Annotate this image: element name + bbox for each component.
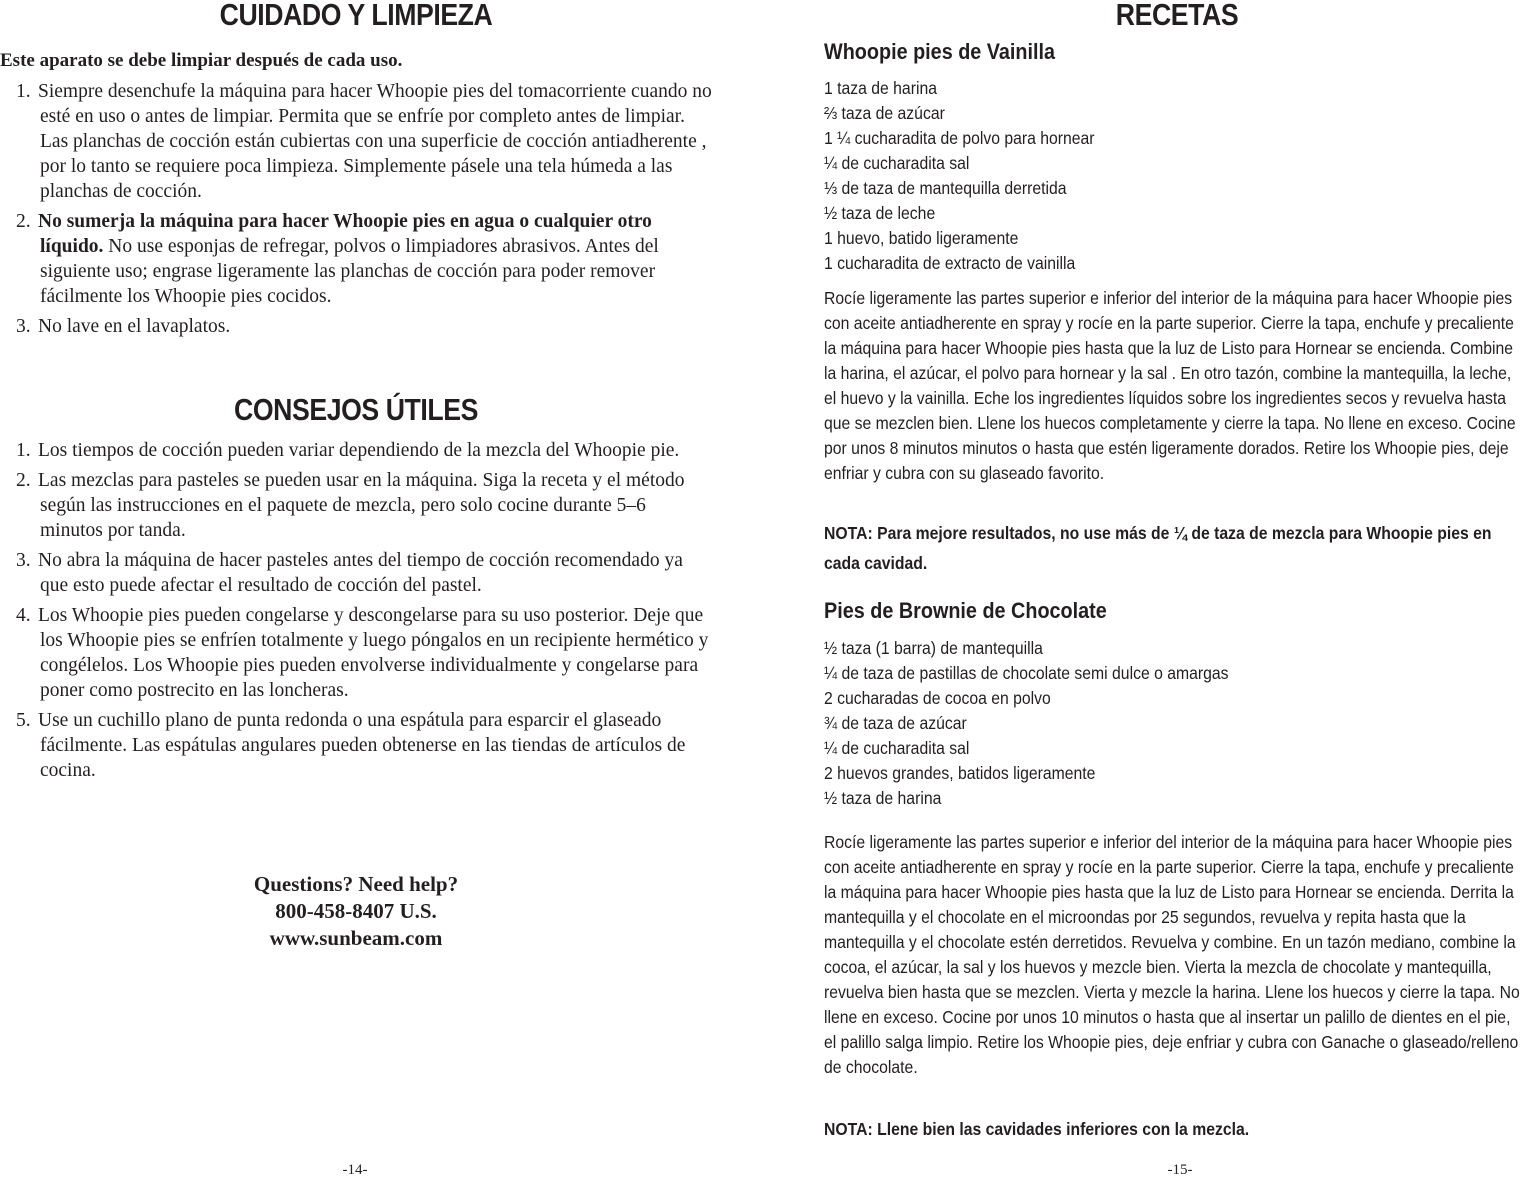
help-block — [0, 871, 712, 952]
ingredient: 2 huevos grandes, batidos ligeramente — [824, 763, 1096, 783]
tip-item-text: Los Whoopie pies pueden congelarse y descongelarse para su uso posterior. Deje que los Whoopie pies se enfríen totalmente y luego póngalos en un recipiente hermético y congélelos. Los Whoopie pies pueden envolverse individualmente y congelarse para poner como postrecito en las loncheras. — [38, 605, 709, 701]
recipe1-instructions: Rocíe ligeramente las partes superior e inferior del interior de la máquina para hacer Whoopie pies con aceite antiadherente en spray y rocíe en la parte superior. Cierre la tapa, enchufe y precaliente la máquina para hacer Whoopie pies hasta que la luz de Listo para Hornear se encienda. Combine la harina, el azúcar, el polvo para hornear y la sal . En otro tazón, combine la mantequilla, la leche, el huevo y la vainilla. Eche los ingredientes líquidos sobre los ingredientes secos y revuelva hasta que se mezclen bien. Llene los huecos completamente y cierre la tapa. No llene en exceso. Cocine por unos 8 minutos minutos o hasta que estén ligeramente dorados. Retire los Whoopie pies, deje enfriar y cubra con su glaseado favorito. — [824, 288, 1516, 483]
care-heading: CUIDADO Y LIMPIEZA — [219, 0, 493, 32]
ingredient: ⅓ de taza de mantequilla derretida — [824, 178, 1067, 198]
care-item — [16, 314, 712, 339]
ingredient: ½ taza (1 barra) de mantequilla — [824, 638, 1043, 658]
recipe2-instructions: Rocíe ligeramente las partes superior e inferior del interior de la máquina para hacer Whoopie pies con aceite antiadherente en spray y rocíe en la parte superior. Cierre la tapa, enchufe y precaliente la máquina para hacer Whoopie pies hasta que la luz de Listo para Hornear se encienda. Derrita la mantequilla y el chocolate en el microondas por 25 segundos, revuelva y repita hasta que la mantequilla y el chocolate estén derretidos. Revuelva y combine. En un tazón mediano, combine la cocoa, el azúcar, la sal y los huevos y mezcle bien. Vierta la mezcla de chocolate y mantequilla, revuelva bien hasta que se mezclen. Vierta y mezcle la harina. Llene los huecos y cierre la tapa. No llene en exceso. Cocine por unos 10 minutos o hasta que al insertar un palillo de dientes en el pie, el palillo salga limpio. Retire los Whoopie pies, deje enfriar y cubra con Ganache o glaseado/relleno de chocolate. — [824, 832, 1520, 1077]
care-item-number: 2. — [16, 211, 31, 232]
care-list — [16, 79, 712, 344]
ingredient: 1 taza de harina — [824, 78, 937, 98]
tip-item-number: 2. — [16, 470, 31, 491]
page-number-left: -14- — [342, 1162, 368, 1178]
tip-item — [16, 438, 712, 463]
ingredient: 1 cucharadita de extracto de vainilla — [824, 253, 1076, 273]
recipe1-ingredients — [824, 76, 1095, 276]
tip-item-number: 3. — [16, 550, 31, 571]
recipe2-ingredients — [824, 636, 1228, 811]
recipe2-title: Pies de Brownie de Chocolate — [824, 598, 1107, 623]
tip-item-number: 4. — [16, 605, 31, 626]
ingredient: ½ taza de leche — [824, 203, 936, 223]
recipes-heading: RECETAS — [1115, 0, 1239, 32]
ingredient: 2 cucharadas de cocoa en polvo — [824, 688, 1051, 708]
care-item — [16, 209, 712, 309]
care-item-text: No use esponjas de refregar, polvos o limpiadores abrasivos. Antes del siguiente uso; engrase ligeramente las planchas de cocción para poder remover fácilmente los Whoopie pies cocidos. — [40, 236, 659, 307]
help-question: Questions? Need help? — [253, 872, 459, 896]
care-item-text: Siempre desenchufe la máquina para hacer Whoopie pies del tomacorriente cuando no esté en uso o antes de limpiar. Permita que se enfríe por completo antes de limpiar. Las planchas de cocción están cubiertas con una superficie de cocción antiadherente , por lo tanto se requiere poca limpieza. Simplemente pásele una tela húmeda a las planchas de cocción. — [38, 81, 712, 202]
left-page — [0, 0, 712, 1179]
tip-item — [16, 548, 712, 598]
ingredient: ¼ de cucharadita sal — [824, 738, 970, 758]
tip-item-text: Los tiempos de cocción pueden variar dependiendo de la mezcla del Whoopie pie. — [38, 440, 680, 461]
page-number-right: -15- — [1167, 1162, 1193, 1178]
tip-item-number: 5. — [16, 710, 31, 731]
help-website: www.sunbeam.com — [269, 926, 443, 950]
ingredient: ½ taza de harina — [824, 788, 942, 808]
help-phone: 800-458-8407 U.S. — [275, 899, 437, 923]
ingredient: ⅔ taza de azúcar — [824, 103, 945, 123]
ingredient: 1 ¼ cucharadita de polvo para hornear — [824, 128, 1095, 148]
care-item-bold: No sumerja la máquina para hacer Whoopie pies en agua o cualquier otro líquido. — [38, 211, 652, 257]
ingredient: ¼ de cucharadita sal — [824, 153, 970, 173]
tip-item — [16, 603, 712, 703]
tip-item-text: Las mezclas para pasteles se pueden usar en la máquina. Siga la receta y el método según las instrucciones en el paquete de mezcla, pero solo cocine durante 5–6 minutos por tanda. — [38, 470, 685, 541]
recipe1-title: Whoopie pies de Vainilla — [824, 39, 1056, 64]
care-item-number: 3. — [16, 316, 31, 337]
tips-list — [16, 438, 712, 788]
care-intro: Este aparato se debe limpiar después de cada uso. — [0, 50, 403, 71]
care-item — [16, 79, 712, 204]
ingredient: ¼ de taza de pastillas de chocolate semi dulce o amargas — [824, 663, 1229, 683]
right-page — [824, 0, 1530, 1179]
tip-item-number: 1. — [16, 440, 31, 461]
recipe1-note: NOTA: Para mejore resultados, no use más de ¼ de taza de mezcla para Whoopie pies en cada cavidad. — [824, 523, 1492, 573]
tip-item-text: Use un cuchillo plano de punta redonda o una espátula para esparcir el glaseado fácilmente. Las espátulas angulares pueden obtenerse en las tiendas de artículos de cocina. — [38, 710, 686, 781]
tip-item-text: No abra la máquina de hacer pasteles antes del tiempo de cocción recomendado ya que esto puede afectar el resultado de cocción del pastel. — [38, 550, 683, 596]
recipe2-note: NOTA: Llene bien las cavidades inferiores con la mezcla. — [824, 1119, 1250, 1139]
tips-heading: CONSEJOS ÚTILES — [234, 392, 478, 427]
care-item-text: No lave en el lavaplatos. — [38, 316, 231, 337]
tip-item — [16, 468, 712, 543]
tip-item — [16, 708, 712, 783]
care-item-number: 1. — [16, 81, 31, 102]
ingredient: ¾ de taza de azúcar — [824, 713, 967, 733]
ingredient: 1 huevo, batido ligeramente — [824, 228, 1019, 248]
